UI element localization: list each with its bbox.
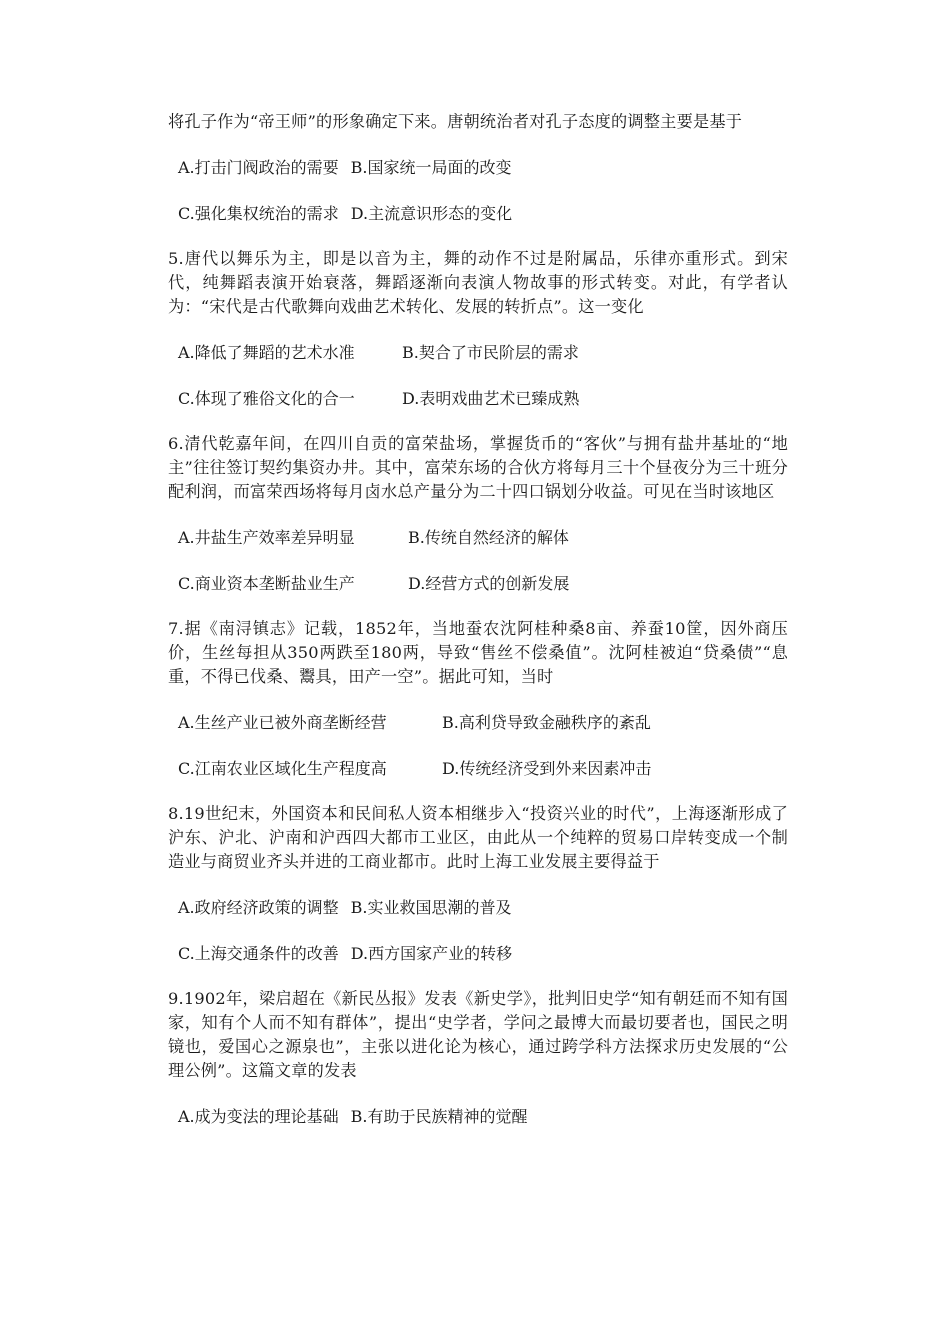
option-d[interactable]: D.主流意识形态的变化 [350,204,513,223]
question-5-options-row-2 [178,387,788,411]
option-c[interactable]: C.江南农业区域化生产程度高 [178,759,387,778]
option-b[interactable]: B.国家统一局面的改变 [350,158,512,177]
question-9-stem: 9.1902年，梁启超在《新民丛报》发表《新史学》，批判旧史学“知有朝廷而不知有国家，知有个人而不知有群体”，提出“史学者，学问之最博大而最切要者也，国民之明镜也，爱国心之源泉也”，主张以进化论为核心，通过跨学科方法探求历史发展的“公理公例”。这篇文章的发表 [168,989,788,1080]
option-a[interactable]: A.政府经济政策的调整 [178,898,339,917]
option-b[interactable]: B.契合了市民阶层的需求 [402,343,579,362]
exam-page [168,110,788,1129]
question-8-options-row-2 [178,942,788,966]
option-d[interactable]: D.经营方式的创新发展 [408,574,570,593]
option-d[interactable]: D.传统经济受到外来因素冲击 [442,759,652,778]
question-6-options-row-1 [178,526,788,550]
option-c[interactable]: C.强化集权统治的需求 [178,204,339,223]
question-4-options-row-1 [178,156,788,180]
option-a[interactable]: A.井盐生产效率差异明显 [178,528,355,547]
question-5-stem: 5.唐代以舞乐为主，即是以音为主，舞的动作不过是附属品，乐律亦重形式。到宋代，纯舞蹈表演开始衰落，舞蹈逐渐向表演人物故事的形式转变。对此，有学者认为：“宋代是古代歌舞向戏曲艺术转化、发展的转折点”。这一变化 [168,249,788,316]
question-7-stem: 7.据《南浔镇志》记载，1852年，当地蚕农沈阿桂种桑8亩、养蚕10筐，因外商压价，生丝每担从350两跌至180两，导致“售丝不偿桑值”。沈阿桂被迫“贷桑债”“息重，不得已伐桑、鬻具，田产一空”。据此可知，当时 [168,619,788,686]
option-d[interactable]: D.表明戏曲艺术已臻成熟 [402,389,580,408]
option-a[interactable]: A.打击门阀政治的需要 [178,158,339,177]
question-7-options-row-1 [178,711,788,735]
question-8-options-row-1 [178,896,788,920]
option-b[interactable]: B.传统自然经济的解体 [408,528,569,547]
question-4-options-row-2 [178,202,788,226]
option-a[interactable]: A.降低了舞蹈的艺术水准 [178,343,355,362]
option-c[interactable]: C.商业资本垄断盐业生产 [178,574,355,593]
option-c[interactable]: C.上海交通条件的改善 [178,944,339,963]
question-6-options-row-2 [178,572,788,596]
option-a[interactable]: A.生丝产业已被外商垄断经营 [178,713,387,732]
option-d[interactable]: D.西方国家产业的转移 [350,944,513,963]
question-5-options-row-1 [178,341,788,365]
option-b[interactable]: B.实业救国思潮的普及 [350,898,512,917]
option-b[interactable]: B.高利贷导致金融秩序的紊乱 [442,713,651,732]
option-c[interactable]: C.体现了雅俗文化的合一 [178,389,355,408]
question-8-stem: 8.19世纪末，外国资本和民间私人资本相继步入“投资兴业的时代”，上海逐渐形成了沪东、沪北、沪南和沪西四大都市工业区，由此从一个纯粹的贸易口岸转变成一个制造业与商贸业齐头并进的工商业都市。此时上海工业发展主要得益于 [168,804,788,871]
option-b[interactable]: B.有助于民族精神的觉醒 [350,1107,528,1126]
question-9-options-row-1 [178,1105,788,1129]
question-4-stem-tail: 将孔子作为“帝王师”的形象确定下来。唐朝统治者对孔子态度的调整主要是基于 [168,112,743,131]
question-7-options-row-2 [178,757,788,781]
question-6-stem: 6.清代乾嘉年间，在四川自贡的富荣盐场，掌握货币的“客伙”与拥有盐井基址的“地主”往往签订契约集资办井。其中，富荣东场的合伙方将每月三十个昼夜分为三十班分配利润，而富荣西场将每月卤水总产量分为二十四口锅划分收益。可见在当时该地区 [168,434,788,501]
option-a[interactable]: A.成为变法的理论基础 [178,1107,339,1126]
